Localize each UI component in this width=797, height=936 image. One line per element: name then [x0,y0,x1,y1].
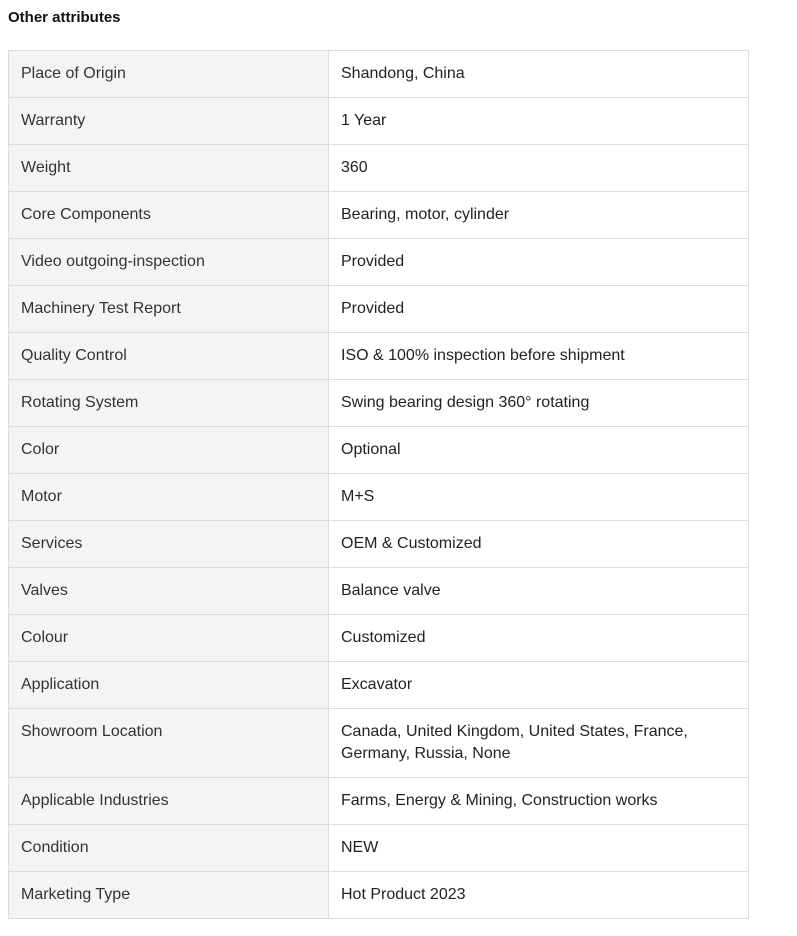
attribute-value: Provided [329,286,749,333]
attribute-row [9,709,749,778]
attribute-name: Marketing Type [9,872,329,919]
attribute-value: Provided [329,239,749,286]
attribute-value: Swing bearing design 360° rotating [329,380,749,427]
attribute-value: 360 [329,145,749,192]
attribute-value: ISO & 100% inspection before shipment [329,333,749,380]
attribute-name: Weight [9,145,329,192]
attribute-value: NEW [329,825,749,872]
attribute-value: OEM & Customized [329,521,749,568]
attribute-row [9,192,749,239]
attribute-row [9,825,749,872]
attribute-value: Hot Product 2023 [329,872,749,919]
attribute-value: Balance valve [329,568,749,615]
attribute-row [9,521,749,568]
attribute-row [9,145,749,192]
attribute-row [9,51,749,98]
attribute-row [9,778,749,825]
attribute-row [9,474,749,521]
attribute-value: Farms, Energy & Mining, Construction works [329,778,749,825]
attribute-value: Bearing, motor, cylinder [329,192,749,239]
attribute-name: Machinery Test Report [9,286,329,333]
attribute-name: Condition [9,825,329,872]
attribute-name: Rotating System [9,380,329,427]
attribute-row [9,615,749,662]
section-title: Other attributes [8,9,121,26]
attribute-value: Customized [329,615,749,662]
attribute-row [9,568,749,615]
attribute-row [9,98,749,145]
attributes-table [8,50,749,919]
attribute-name: Core Components [9,192,329,239]
attribute-name: Valves [9,568,329,615]
attribute-row [9,427,749,474]
attribute-name: Motor [9,474,329,521]
attribute-name: Quality Control [9,333,329,380]
attribute-name: Services [9,521,329,568]
attribute-row [9,380,749,427]
attribute-value: Optional [329,427,749,474]
attribute-row [9,333,749,380]
attribute-name: Applicable Industries [9,778,329,825]
attribute-value: Shandong, China [329,51,749,98]
attribute-row [9,286,749,333]
attribute-name: Color [9,427,329,474]
attribute-name: Video outgoing-inspection [9,239,329,286]
attribute-row [9,662,749,709]
attribute-row [9,872,749,919]
attribute-value: Excavator [329,662,749,709]
attributes-table-body [9,51,749,919]
attribute-value: 1 Year [329,98,749,145]
attribute-name: Warranty [9,98,329,145]
attribute-name: Colour [9,615,329,662]
attribute-name: Application [9,662,329,709]
attribute-value: M+S [329,474,749,521]
attribute-row [9,239,749,286]
attribute-value: Canada, United Kingdom, United States, France, Germany, Russia, None [329,709,749,778]
attribute-name: Place of Origin [9,51,329,98]
attribute-name: Showroom Location [9,709,329,778]
